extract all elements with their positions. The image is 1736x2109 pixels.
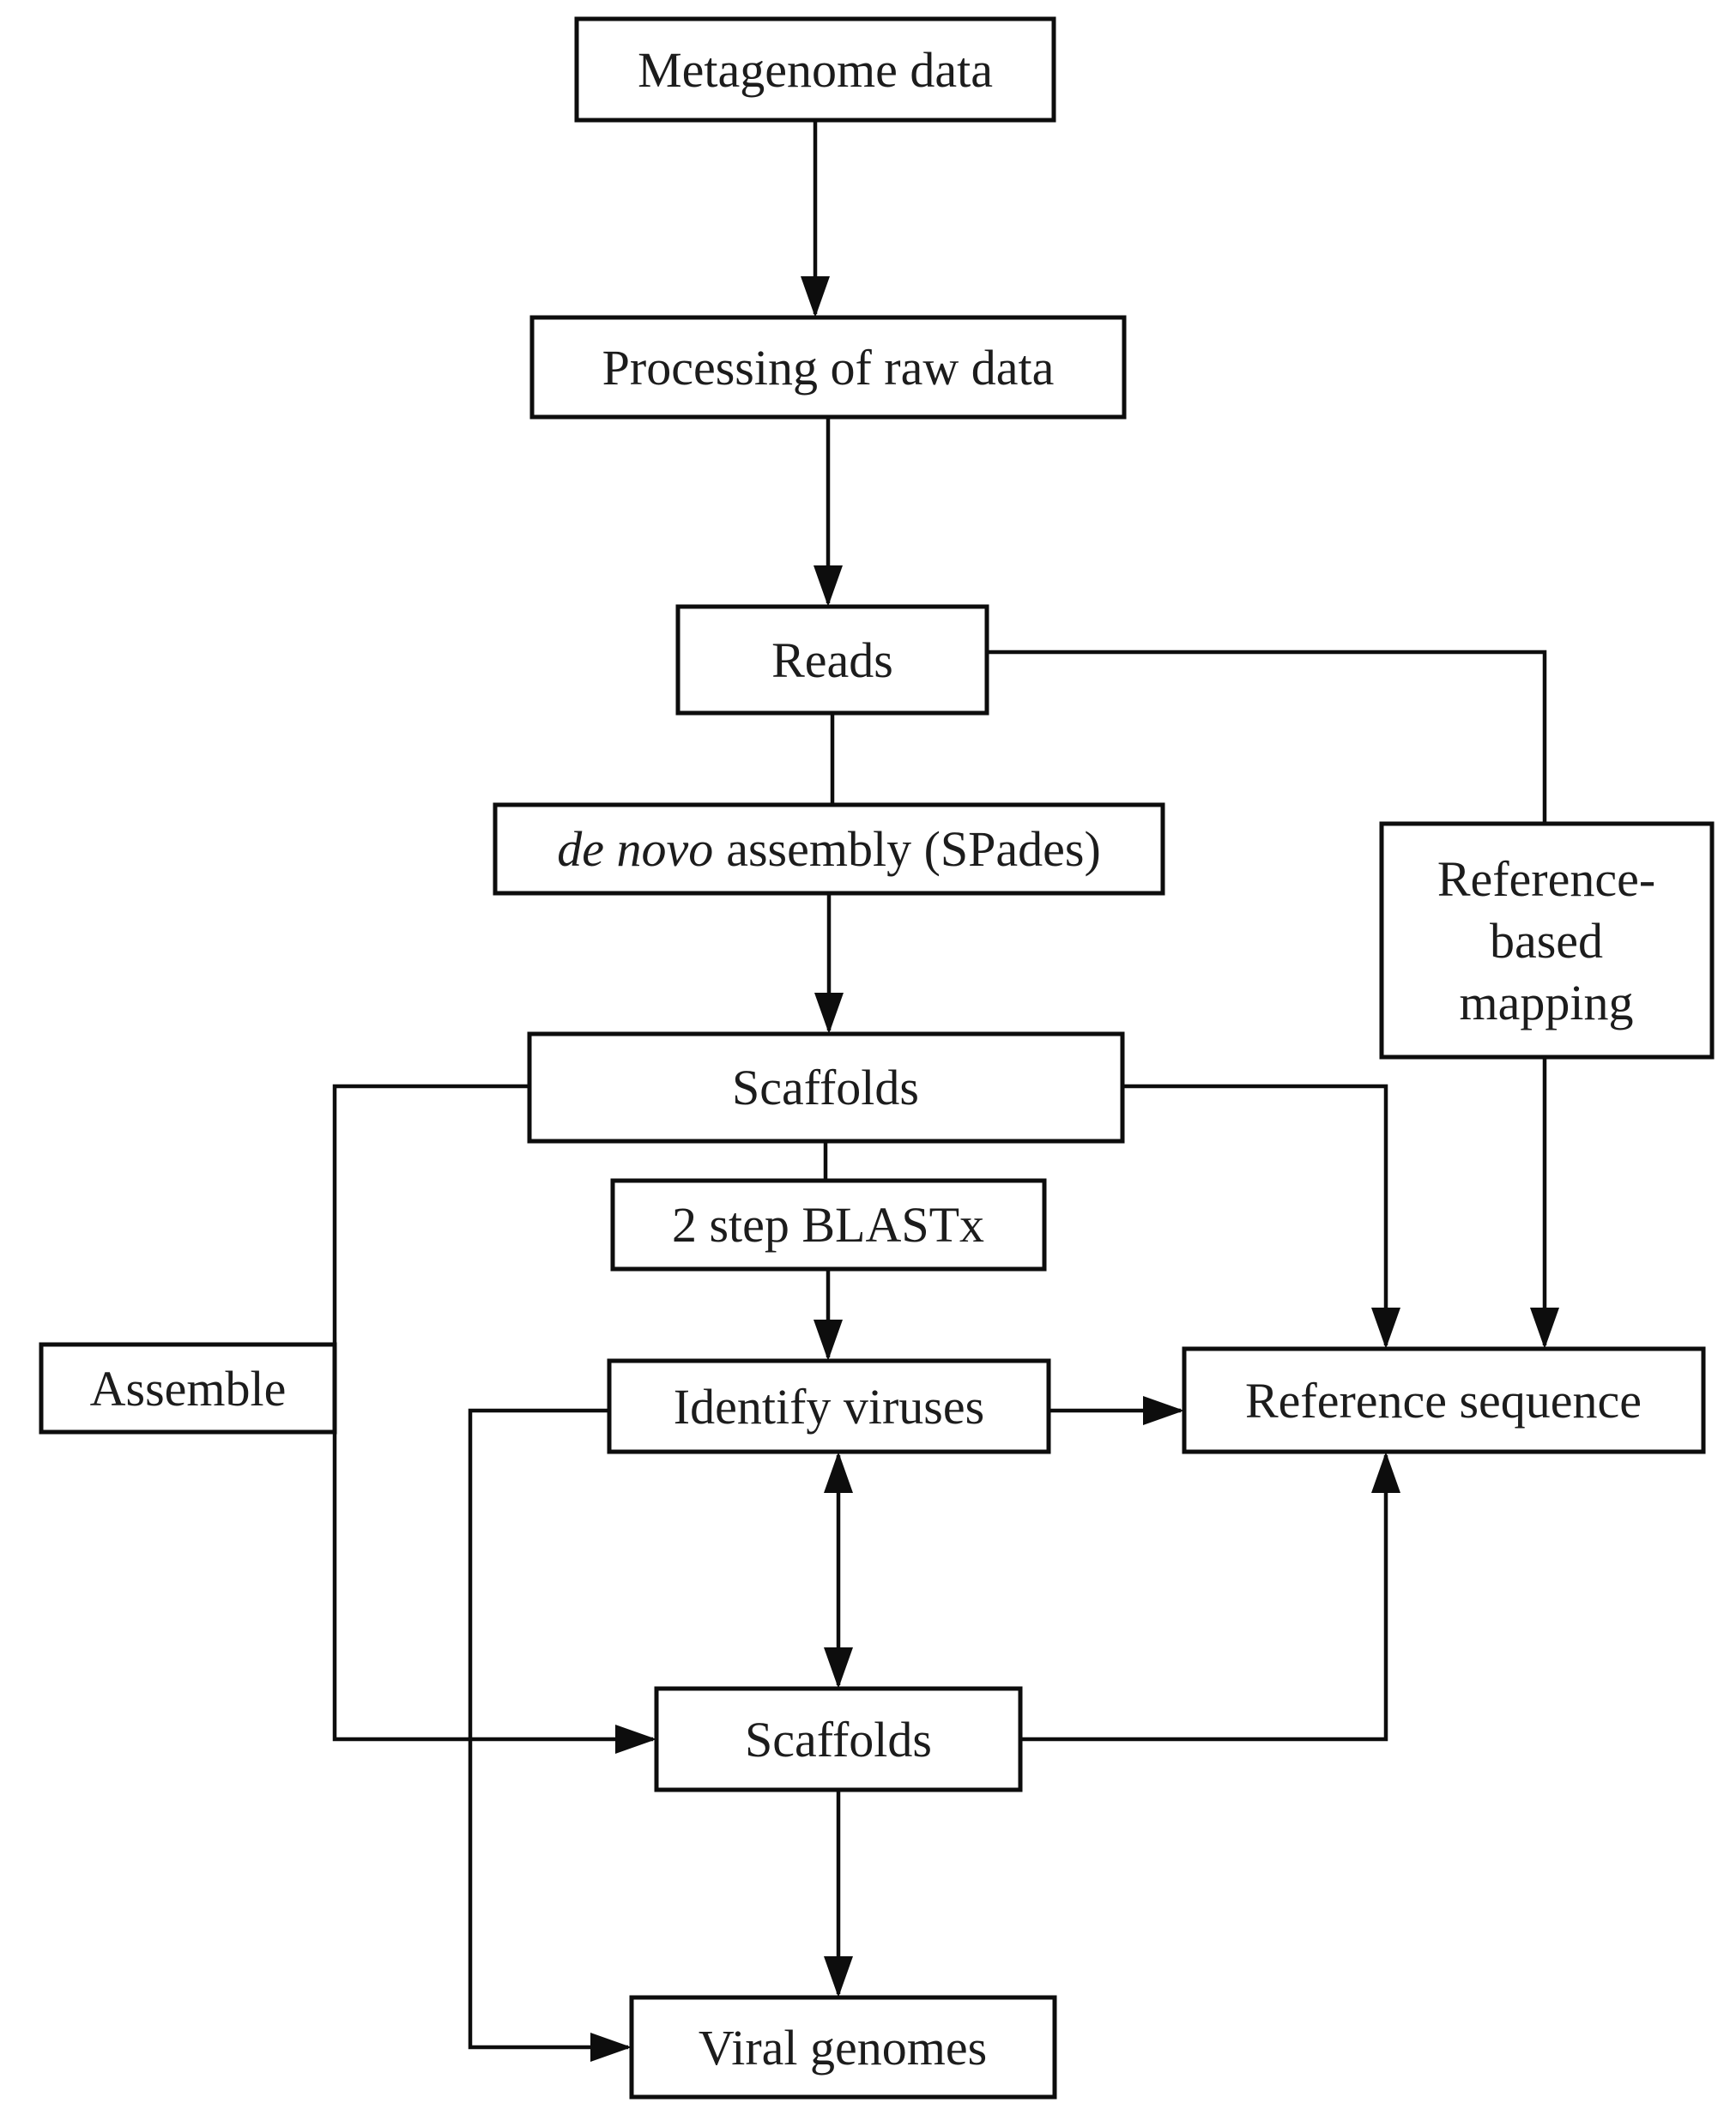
arrowhead-into-reads [814,565,843,607]
metagenome-data-label: Metagenome data [638,42,993,98]
node-reads [678,607,987,713]
arrowhead-into-refseq-left [1143,1396,1184,1425]
scaffolds-upper-label: Scaffolds [731,1060,920,1115]
arrowhead-into-refseq-top-left [1371,1308,1400,1349]
viral-label: Viral genomes [698,2020,988,2076]
node-metagenome-data [577,19,1054,120]
arrowhead-into-refseq-bottom [1371,1452,1400,1493]
node-processing-of-raw-data [532,317,1124,417]
refbased-label-line2: based [1489,913,1604,969]
refbased-label-line3: mapping [1459,975,1634,1030]
blastx-label: 2 step BLASTx [671,1197,985,1253]
refseq-label: Reference sequence [1244,1373,1642,1429]
arrowhead-into-viral-left [590,2033,632,2062]
arrowhead-into-identify [814,1320,843,1361]
scaffolds-lower-label: Scaffolds [744,1712,933,1768]
node-2-step-blastx [613,1181,1044,1269]
node-reference-sequence [1184,1349,1703,1452]
connector-reads-to-refbased [987,652,1545,824]
connector-scaffolds-upper-to-refseq [1122,1086,1386,1345]
arrowhead-into-refseq-top-right [1530,1308,1559,1349]
arrowhead-into-scaffolds-lower-top [824,1647,853,1689]
arrowhead-into-scaffolds-lower-left [615,1725,656,1754]
node-identify-viruses [609,1361,1049,1452]
identify-label: Identify viruses [673,1379,985,1435]
denovo-label [557,821,1101,877]
reads-label: Reads [771,632,893,688]
node-scaffolds-lower [656,1689,1020,1790]
node-scaffolds-upper [529,1034,1122,1141]
denovo-label-regular-part: assembly (SPades) [726,821,1101,877]
processing-label: Processing of raw data [602,340,1055,396]
node-de-novo-assembly [495,805,1163,893]
arrowhead-into-processing [801,276,830,317]
node-assemble [41,1345,335,1432]
connector-identify-to-viral-route [470,1411,628,2047]
refbased-label-line1: Reference- [1437,851,1656,907]
arrowhead-into-identify-bottom [824,1452,853,1493]
assemble-label: Assemble [89,1361,287,1417]
node-viral-genomes [632,1997,1055,2097]
arrowhead-into-viral-top [824,1956,853,1997]
connector-scaffolds-lower-to-refseq [1020,1455,1386,1739]
denovo-label-italic-part: de novo [557,821,714,877]
connector-assemble-route [335,1086,653,1739]
node-reference-based-mapping [1382,824,1712,1057]
arrowhead-into-scaffolds-upper [814,993,844,1034]
